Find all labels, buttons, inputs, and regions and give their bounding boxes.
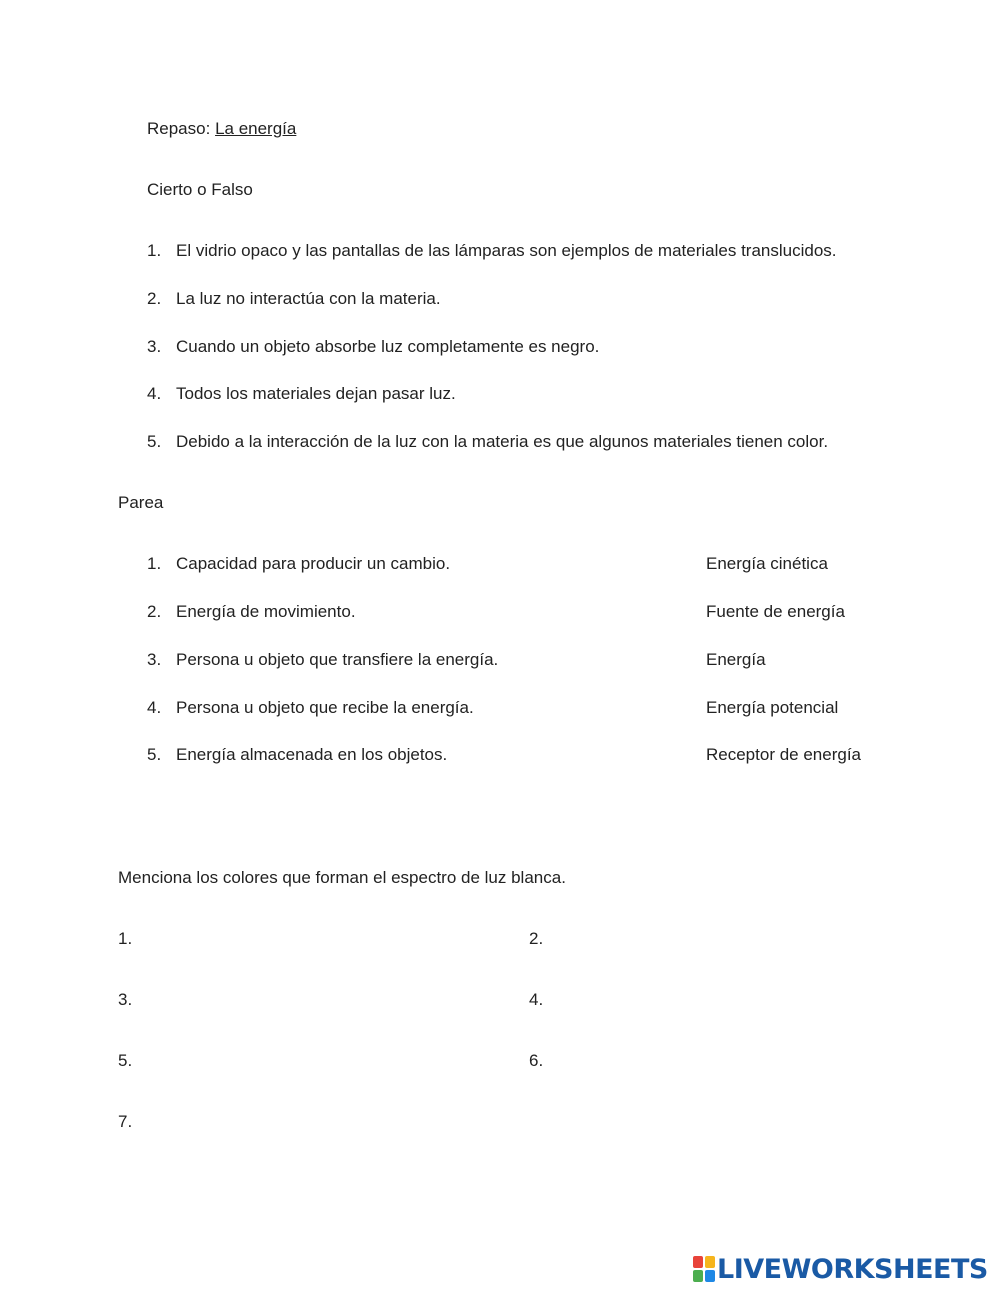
item-statement: Cuando un objeto absorbe luz completamente es negro.	[176, 337, 600, 356]
answer-slot-number: 3.	[118, 990, 133, 1009]
item-number: 5.	[147, 745, 162, 764]
answer-slot-number: 7.	[118, 1112, 133, 1131]
title-topic: La energía	[215, 119, 297, 138]
item-number: 2.	[147, 602, 162, 621]
item-definition: Persona u objeto que recibe la energía.	[176, 698, 474, 717]
true-false-heading: Cierto o Falso	[147, 180, 253, 199]
item-number: 5.	[147, 432, 162, 451]
item-statement: Debido a la interacción de la luz con la materia es que algunos materiales tienen color.	[176, 432, 829, 451]
item-number: 4.	[147, 698, 162, 717]
item-definition: Capacidad para producir un cambio.	[176, 554, 451, 573]
answer-slot-number: 6.	[529, 1051, 544, 1070]
item-number: 3.	[147, 337, 162, 356]
item-option: Energía cinética	[706, 554, 828, 573]
item-number: 1.	[147, 554, 162, 573]
title-prefix: Repaso:	[147, 119, 211, 138]
item-option: Fuente de energía	[706, 602, 845, 621]
item-definition: Energía de movimiento.	[176, 602, 356, 621]
item-option: Receptor de energía	[706, 745, 861, 764]
item-statement: Todos los materiales dejan pasar luz.	[176, 384, 456, 403]
item-definition: Persona u objeto que transfiere la energía.	[176, 650, 499, 669]
spectrum-question: Menciona los colores que forman el espectro de luz blanca.	[118, 868, 566, 887]
item-option: Energía	[706, 650, 766, 669]
matching-heading: Parea	[118, 493, 164, 512]
answer-slot-number: 1.	[118, 929, 133, 948]
item-statement: La luz no interactúa con la materia.	[176, 289, 441, 308]
item-number: 1.	[147, 241, 162, 260]
liveworksheets-logo	[693, 1254, 988, 1284]
liveworksheets-logo-icon	[693, 1256, 715, 1282]
answer-slot-number: 5.	[118, 1051, 133, 1070]
brand-name: LIVEWORKSHEETS	[717, 1253, 988, 1285]
answer-slot-number: 2.	[529, 929, 544, 948]
item-statement: El vidrio opaco y las pantallas de las lámparas son ejemplos de materiales translucidos.	[176, 241, 837, 260]
item-number: 2.	[147, 289, 162, 308]
page-title	[147, 119, 296, 139]
item-number: 4.	[147, 384, 162, 403]
answer-slot-number: 4.	[529, 990, 544, 1009]
item-option: Energía potencial	[706, 698, 839, 717]
item-number: 3.	[147, 650, 162, 669]
item-definition: Energía almacenada en los objetos.	[176, 745, 448, 764]
